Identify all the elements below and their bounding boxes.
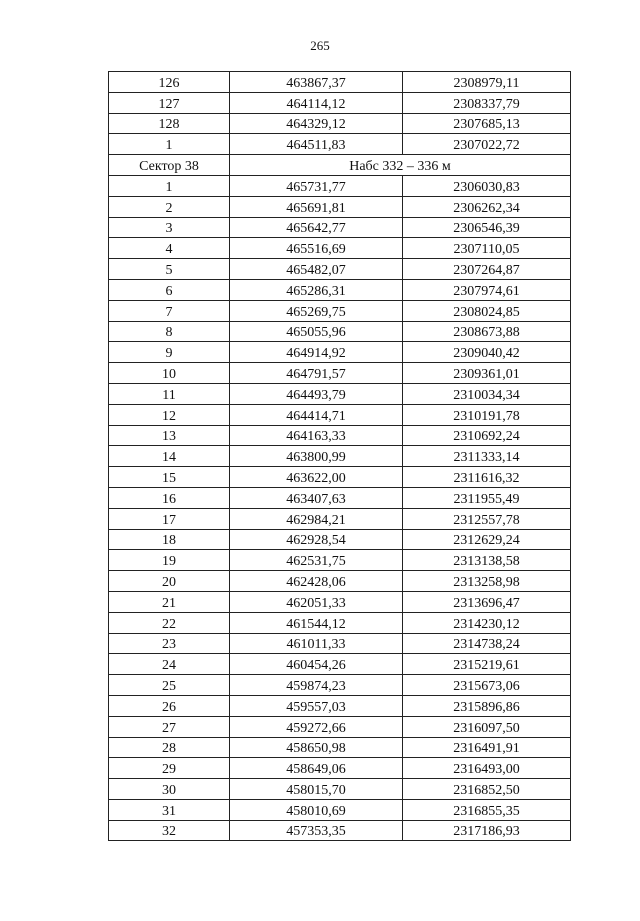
point-number: 127 <box>109 92 230 113</box>
coord-x: 464114,12 <box>230 92 403 113</box>
table-row <box>109 363 571 384</box>
table-row <box>109 113 571 134</box>
coord-y: 2307110,05 <box>403 238 571 259</box>
sector-row <box>109 155 571 176</box>
point-number: 1 <box>109 134 230 155</box>
coord-x: 460454,26 <box>230 654 403 675</box>
coord-y: 2309040,42 <box>403 342 571 363</box>
coord-y: 2316855,35 <box>403 799 571 820</box>
coord-x: 462051,33 <box>230 591 403 612</box>
coord-x: 464914,92 <box>230 342 403 363</box>
point-number: 5 <box>109 259 230 280</box>
coord-y: 2315896,86 <box>403 695 571 716</box>
point-number: 128 <box>109 113 230 134</box>
point-number: 2 <box>109 196 230 217</box>
coord-x: 464163,33 <box>230 425 403 446</box>
table-row <box>109 779 571 800</box>
rows-after-sector <box>109 175 571 841</box>
coord-y: 2311333,14 <box>403 446 571 467</box>
table-row <box>109 550 571 571</box>
point-number: 4 <box>109 238 230 259</box>
table-row <box>109 383 571 404</box>
coord-y: 2313138,58 <box>403 550 571 571</box>
sector-depth: Набс 332 – 336 м <box>230 155 571 176</box>
coord-y: 2312557,78 <box>403 508 571 529</box>
point-number: 7 <box>109 300 230 321</box>
table-row <box>109 425 571 446</box>
table-row <box>109 529 571 550</box>
coord-y: 2314230,12 <box>403 612 571 633</box>
table-row <box>109 404 571 425</box>
point-number: 3 <box>109 217 230 238</box>
table-row <box>109 321 571 342</box>
coord-x: 465642,77 <box>230 217 403 238</box>
table-row <box>109 612 571 633</box>
coord-x: 465055,96 <box>230 321 403 342</box>
coord-y: 2310191,78 <box>403 404 571 425</box>
coord-x: 459557,03 <box>230 695 403 716</box>
table-row <box>109 695 571 716</box>
coordinates-table <box>108 71 571 841</box>
point-number: 14 <box>109 446 230 467</box>
coord-x: 462531,75 <box>230 550 403 571</box>
point-number: 12 <box>109 404 230 425</box>
table-row <box>109 259 571 280</box>
table-row <box>109 279 571 300</box>
point-number: 20 <box>109 571 230 592</box>
table-row <box>109 467 571 488</box>
sector-header <box>109 155 571 176</box>
coord-y: 2308979,11 <box>403 72 571 93</box>
table-row <box>109 300 571 321</box>
coord-y: 2310692,24 <box>403 425 571 446</box>
coord-x: 465269,75 <box>230 300 403 321</box>
coord-x: 459272,66 <box>230 716 403 737</box>
coord-x: 463407,63 <box>230 487 403 508</box>
point-number: 26 <box>109 695 230 716</box>
coord-x: 462984,21 <box>230 508 403 529</box>
point-number: 6 <box>109 279 230 300</box>
page-number: 265 <box>310 38 330 53</box>
coord-y: 2307974,61 <box>403 279 571 300</box>
table-row <box>109 820 571 841</box>
coord-x: 463867,37 <box>230 72 403 93</box>
table-row <box>109 737 571 758</box>
coord-y: 2306262,34 <box>403 196 571 217</box>
coord-y: 2308337,79 <box>403 92 571 113</box>
coord-y: 2307685,13 <box>403 113 571 134</box>
table-row <box>109 571 571 592</box>
table-row <box>109 134 571 155</box>
coord-y: 2316491,91 <box>403 737 571 758</box>
coord-y: 2311616,32 <box>403 467 571 488</box>
table-row <box>109 799 571 820</box>
coord-x: 464511,83 <box>230 134 403 155</box>
table-row <box>109 92 571 113</box>
table-row <box>109 675 571 696</box>
coord-x: 464791,57 <box>230 363 403 384</box>
table-row <box>109 175 571 196</box>
coord-y: 2311955,49 <box>403 487 571 508</box>
point-number: 31 <box>109 799 230 820</box>
point-number: 1 <box>109 175 230 196</box>
coord-y: 2316493,00 <box>403 758 571 779</box>
table-row <box>109 196 571 217</box>
rows-before-sector <box>109 72 571 155</box>
table-row <box>109 238 571 259</box>
coord-y: 2314738,24 <box>403 633 571 654</box>
table-row <box>109 758 571 779</box>
coord-x: 462928,54 <box>230 529 403 550</box>
coord-y: 2316852,50 <box>403 779 571 800</box>
sector-label: Сектор 38 <box>109 155 230 176</box>
point-number: 16 <box>109 487 230 508</box>
point-number: 15 <box>109 467 230 488</box>
coord-x: 461544,12 <box>230 612 403 633</box>
coord-x: 461011,33 <box>230 633 403 654</box>
point-number: 9 <box>109 342 230 363</box>
coord-x: 458649,06 <box>230 758 403 779</box>
point-number: 21 <box>109 591 230 612</box>
point-number: 22 <box>109 612 230 633</box>
point-number: 28 <box>109 737 230 758</box>
coord-x: 464329,12 <box>230 113 403 134</box>
table-row <box>109 716 571 737</box>
table-row <box>109 508 571 529</box>
coord-x: 457353,35 <box>230 820 403 841</box>
coord-x: 458015,70 <box>230 779 403 800</box>
coord-y: 2309361,01 <box>403 363 571 384</box>
coord-x: 465516,69 <box>230 238 403 259</box>
coord-x: 463622,00 <box>230 467 403 488</box>
coord-y: 2313696,47 <box>403 591 571 612</box>
point-number: 13 <box>109 425 230 446</box>
point-number: 25 <box>109 675 230 696</box>
point-number: 10 <box>109 363 230 384</box>
coord-y: 2313258,98 <box>403 571 571 592</box>
point-number: 32 <box>109 820 230 841</box>
coord-y: 2307022,72 <box>403 134 571 155</box>
point-number: 29 <box>109 758 230 779</box>
coord-x: 459874,23 <box>230 675 403 696</box>
coord-x: 462428,06 <box>230 571 403 592</box>
coord-y: 2308673,88 <box>403 321 571 342</box>
table-row <box>109 591 571 612</box>
point-number: 126 <box>109 72 230 93</box>
point-number: 19 <box>109 550 230 571</box>
coord-x: 464493,79 <box>230 383 403 404</box>
point-number: 17 <box>109 508 230 529</box>
coord-y: 2307264,87 <box>403 259 571 280</box>
point-number: 23 <box>109 633 230 654</box>
coord-x: 465286,31 <box>230 279 403 300</box>
table-row <box>109 217 571 238</box>
point-number: 18 <box>109 529 230 550</box>
table-row <box>109 342 571 363</box>
coord-y: 2306030,83 <box>403 175 571 196</box>
coord-y: 2315673,06 <box>403 675 571 696</box>
coord-y: 2317186,93 <box>403 820 571 841</box>
table-row <box>109 446 571 467</box>
coord-x: 465482,07 <box>230 259 403 280</box>
table-row <box>109 72 571 93</box>
coord-y: 2310034,34 <box>403 383 571 404</box>
table-row <box>109 654 571 675</box>
coord-x: 465731,77 <box>230 175 403 196</box>
point-number: 27 <box>109 716 230 737</box>
point-number: 24 <box>109 654 230 675</box>
coord-x: 465691,81 <box>230 196 403 217</box>
point-number: 8 <box>109 321 230 342</box>
coord-y: 2316097,50 <box>403 716 571 737</box>
coord-x: 463800,99 <box>230 446 403 467</box>
point-number: 11 <box>109 383 230 404</box>
coord-x: 458650,98 <box>230 737 403 758</box>
table-row <box>109 487 571 508</box>
coord-x: 458010,69 <box>230 799 403 820</box>
coord-y: 2308024,85 <box>403 300 571 321</box>
coord-y: 2312629,24 <box>403 529 571 550</box>
coord-y: 2306546,39 <box>403 217 571 238</box>
coord-x: 464414,71 <box>230 404 403 425</box>
coord-y: 2315219,61 <box>403 654 571 675</box>
point-number: 30 <box>109 779 230 800</box>
table-row <box>109 633 571 654</box>
